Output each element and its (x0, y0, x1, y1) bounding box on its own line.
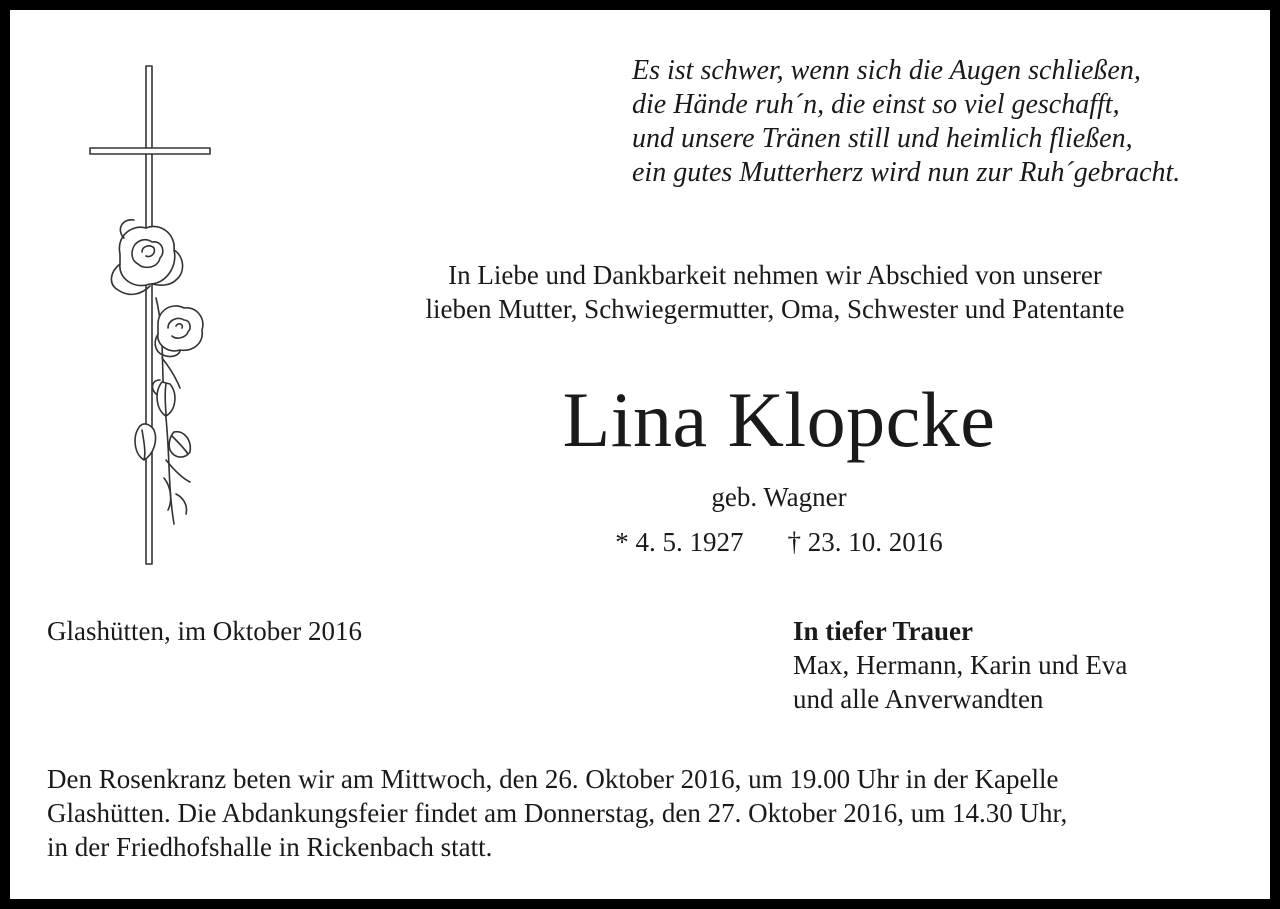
cross-with-roses-icon (80, 58, 230, 570)
place-and-date: Glashütten, im Oktober 2016 (47, 616, 362, 646)
service-notice (47, 762, 1257, 864)
mourners-line: Max, Hermann, Karin und Eva (793, 650, 1128, 680)
intro-line: In Liebe und Dankbarkeit nehmen wir Abschied von unserer (448, 260, 1102, 290)
maiden-name: geb. Wagner (711, 482, 847, 512)
notice-line: in der Friedhofshalle in Rickenbach statt. (47, 832, 493, 862)
farewell-intro (340, 258, 1210, 326)
deceased-name: Lina Klopcke (562, 376, 996, 463)
poem-line: die Hände ruh´n, die einst so viel geschafft, (632, 89, 1120, 120)
life-dates (340, 525, 1218, 559)
mourners-line: und alle Anverwandten (793, 684, 1044, 714)
notice-line: Den Rosenkranz beten wir am Mittwoch, den 26. Oktober 2016, um 19.00 Uhr in der Kapelle (47, 764, 1059, 794)
mourners-block (793, 614, 1127, 716)
poem (632, 54, 1180, 190)
poem-line: und unsere Tränen still und heimlich fließen, (632, 123, 1133, 154)
notice-line: Glashütten. Die Abdankungsfeier findet am Donnerstag, den 27. Oktober 2016, um 14.30 Uhr, (47, 798, 1068, 828)
poem-line: ein gutes Mutterherz wird nun zur Ruh´gebracht. (632, 157, 1181, 188)
birth-date: * 4. 5. 1927 (615, 527, 744, 557)
intro-line: lieben Mutter, Schwiegermutter, Oma, Schwester und Patentante (425, 294, 1125, 324)
death-date: † 23. 10. 2016 (787, 527, 943, 557)
mourners-heading: In tiefer Trauer (793, 616, 973, 646)
poem-line: Es ist schwer, wenn sich die Augen schließen, (632, 55, 1141, 86)
